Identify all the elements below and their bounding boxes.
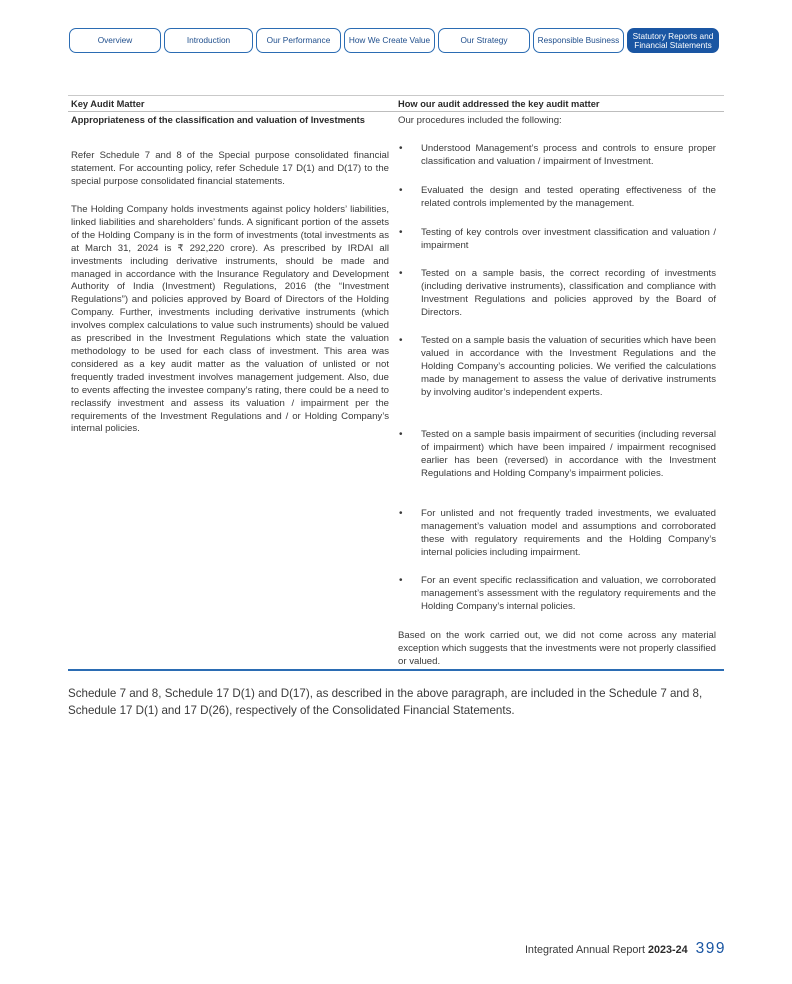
procedure-item-2: Evaluated the design and tested operating effectiveness of the related controls implemented by the management.: [421, 185, 716, 209]
table-header-row: [68, 96, 724, 112]
bullet: •: [399, 575, 403, 586]
procedures-conclusion: Based on the work carried out, we did not come across any material exception which suggests that the investments were not properly classified or valued.: [398, 630, 716, 667]
after-table-paragraph: Schedule 7 and 8, Schedule 17 D(1) and D(17), as described in the above paragraph, are included in the Schedule 7 and 8, Schedule 17 D(1) and 17 D(26), respectively of the Consolidated Financial Statements.: [68, 687, 703, 717]
header-key-audit-matter: Key Audit Matter: [71, 98, 145, 109]
matter-paragraph-2: The Holding Company holds investments against policy holders’ liabilities, linked liabilities and shareholders’ funds. A significant portion of the assets of the Holding Company is in the form of investments (total investments as at March 31, 2024 is ₹ 292,220 crore). As prescribed by IRDAI all investments including derivative instruments, should be made and managed in accordance with the Insurance Regulatory and Development Authority of India (Investment) Regulations, 2016 (the “Investment Regulations”) and policies approved by Board of Directors of the Holding Company. Further, investments including derivative instruments (which involves complex calculations to value such instruments) should be valued as prescribed in the Investment Regulations which state the valuation methodology to be used for each class of investment. This area was considered as a key audit matter as the valuation of unlisted or not frequently traded investment involves management judgement. Also, due to events affecting the investee company’s rating, there could be a need to reclassify investment and assess its valuation / impairment per the requirements of the Investment Regulations and / or Holding Company’s internal policies.: [71, 204, 389, 435]
page-number: 399: [695, 940, 726, 957]
procedure-item-3: Testing of key controls over investment classification and valuation / impairment: [421, 227, 716, 251]
tab-responsible-business[interactable]: Responsible Business: [533, 28, 624, 53]
page-footer: [525, 940, 726, 958]
procedures-intro: Our procedures included the following:: [398, 115, 562, 126]
procedure-item-5: Tested on a sample basis the valuation of securities which have been valued in accordance with the Investment Regulations and the Holding Company’s accounting policies. We verified the calculations made by management to assess the value of derivative instruments by involving auditor’s independent experts.: [421, 335, 716, 398]
bullet: •: [399, 335, 403, 346]
footer-report-name: Integrated Annual Report: [524, 944, 645, 956]
section-nav: [69, 28, 725, 53]
matter-paragraph-1: Refer Schedule 7 and 8 of the Special purpose consolidated financial statement. For accounting policy, refer Schedule 17 D(1) and D(17) to the special purpose consolidated financial statements.: [71, 150, 389, 187]
procedure-item-7: For unlisted and not frequently traded investments, we evaluated management’s valuation model and assumptions and corroborated these with regulatory requirements and the Holding Company’s internal policies including impairment.: [421, 508, 716, 558]
bullet: •: [399, 185, 403, 196]
procedure-item-1: Understood Management’s process and controls to ensure proper classification and valuation / impairment of Investment.: [421, 143, 716, 167]
bullet: •: [399, 508, 403, 519]
tab-statutory-reports[interactable]: Statutory Reports and Financial Statements: [627, 28, 719, 53]
procedure-item-8: For an event specific reclassification and valuation, we corroborated management’s assessment with the regulatory requirements and the Holding Company’s internal policies.: [421, 575, 716, 612]
key-audit-matter-table: [68, 95, 724, 112]
bullet: •: [399, 227, 403, 238]
bullet: •: [399, 143, 403, 154]
tab-our-performance[interactable]: Our Performance: [256, 28, 341, 53]
tab-our-strategy[interactable]: Our Strategy: [438, 28, 530, 53]
matter-title: Appropriateness of the classification and valuation of Investments: [71, 115, 365, 125]
footer-report-label: [525, 944, 688, 956]
table-bottom-rule: [68, 669, 724, 671]
procedure-item-6: Tested on a sample basis impairment of securities (including reversal of impairment) which have been impaired / impairment recognised earlier has been (reversed) in accordance with the Investment Regulations and Holding Company’s impairment policies.: [421, 429, 716, 479]
bullet: •: [399, 429, 403, 440]
footer-year: 2023-24: [648, 944, 688, 956]
tab-how-we-create-value[interactable]: How We Create Value: [344, 28, 435, 53]
tab-overview[interactable]: Overview: [69, 28, 161, 53]
procedure-item-4: Tested on a sample basis, the correct recording of investments (including derivative instruments), classification and compliance with Investment Regulations and policies approved by the Board of Directors.: [421, 268, 716, 318]
tab-introduction[interactable]: Introduction: [164, 28, 253, 53]
bullet: •: [399, 268, 403, 279]
header-audit-response: How our audit addressed the key audit matter: [398, 98, 600, 109]
